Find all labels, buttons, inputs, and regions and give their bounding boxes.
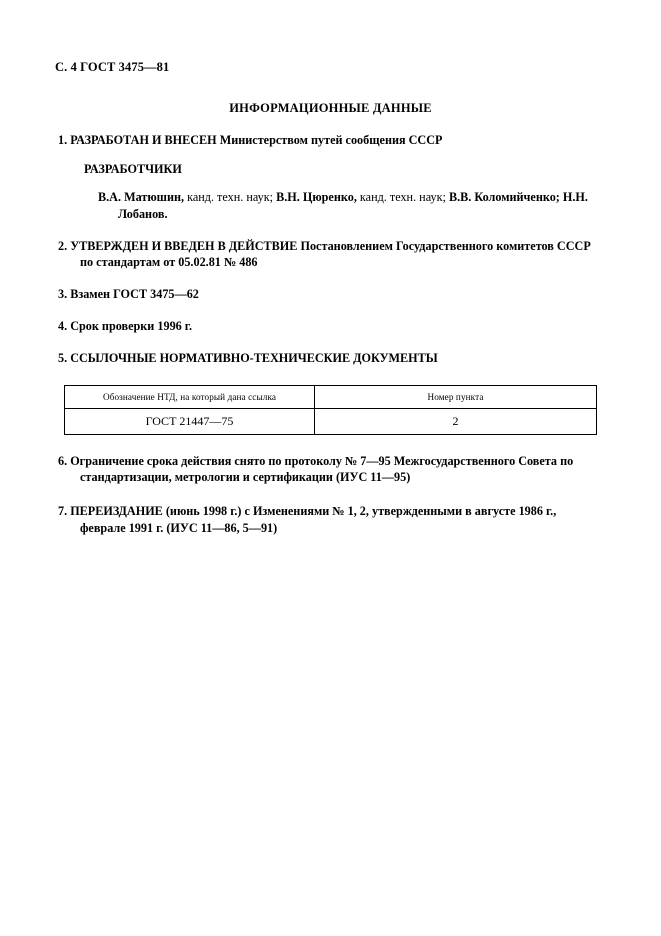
info-item-5: [58, 350, 603, 366]
info-item-7-number: 7.: [58, 504, 68, 519]
info-item-3-label: Взамен ГОСТ 3475—62: [70, 287, 199, 302]
info-item-3: [58, 286, 603, 302]
info-item-4-label: Срок проверки 1996 г.: [70, 319, 193, 334]
info-item-7: [58, 503, 603, 536]
info-item-1-label: РАЗРАБОТАН И ВНЕСЕН: [70, 133, 217, 147]
info-item-6-number: 6.: [58, 453, 68, 468]
developer-1-name: В.А. Матюшин,: [98, 190, 185, 205]
developer-2-name: В.Н. Цюренко,: [276, 190, 357, 205]
info-item-5-number: 5.: [58, 351, 68, 366]
info-item-2-rest: Постановлением Государственного комитетов СССР по стандартам от 05.02.81 № 486: [80, 239, 591, 270]
info-item-5-label: ССЫЛОЧНЫЕ НОРМАТИВНО-ТЕХНИЧЕСКИЕ ДОКУМЕНТЫ: [70, 351, 438, 366]
info-item-7-label: ПЕРЕИЗДАНИЕ (июнь 1998 г.) с Изменениями № 1, 2, утвержденными в августе 1986 г., феврале 1991 г. (ИУС 11—86, 5—91): [70, 504, 557, 535]
table-cell-clause: 2: [315, 408, 597, 434]
info-item-4-number: 4.: [58, 319, 68, 334]
table-header-clause: Номер пункта: [315, 385, 597, 408]
table-cell-designation: ГОСТ 21447—75: [65, 408, 315, 434]
page-title: ИНФОРМАЦИОННЫЕ ДАННЫЕ: [229, 101, 432, 115]
info-item-2: [58, 238, 603, 270]
developers-heading: РАЗРАБОТЧИКИ: [84, 162, 182, 177]
developer-1-degree: канд. техн. наук;: [184, 190, 277, 205]
info-item-1-rest: Министерством путей сообщения СССР: [219, 133, 443, 147]
page-header: С. 4 ГОСТ 3475—81: [55, 60, 170, 74]
table-header-designation: Обозначение НТД, на который дана ссылка: [65, 385, 315, 408]
info-item-1: [58, 132, 603, 148]
info-item-6-label: Ограничение срока действия снято по протоколу № 7—95 Межгосударственного Совета по стандартизации, метрологии и сертификации (ИУС 11—95): [70, 453, 574, 484]
info-item-3-number: 3.: [58, 287, 68, 302]
info-item-2-number: 2.: [58, 239, 68, 254]
info-item-1-number: 1.: [58, 133, 68, 147]
info-item-4: [58, 318, 603, 334]
developer-2-degree: канд. техн. наук;: [356, 190, 449, 205]
table-row: [65, 408, 597, 434]
table-header-row: [65, 385, 597, 408]
info-item-6: [58, 453, 603, 486]
info-item-2-label: УТВЕРЖДЕН И ВВЕДЕН В ДЕЙСТВИЕ: [70, 239, 298, 254]
developer-3-names: В.В. Коломийченко; Н.Н. Лобанов.: [118, 190, 588, 221]
developers-list: [98, 189, 603, 222]
reference-documents-table: [64, 385, 597, 435]
